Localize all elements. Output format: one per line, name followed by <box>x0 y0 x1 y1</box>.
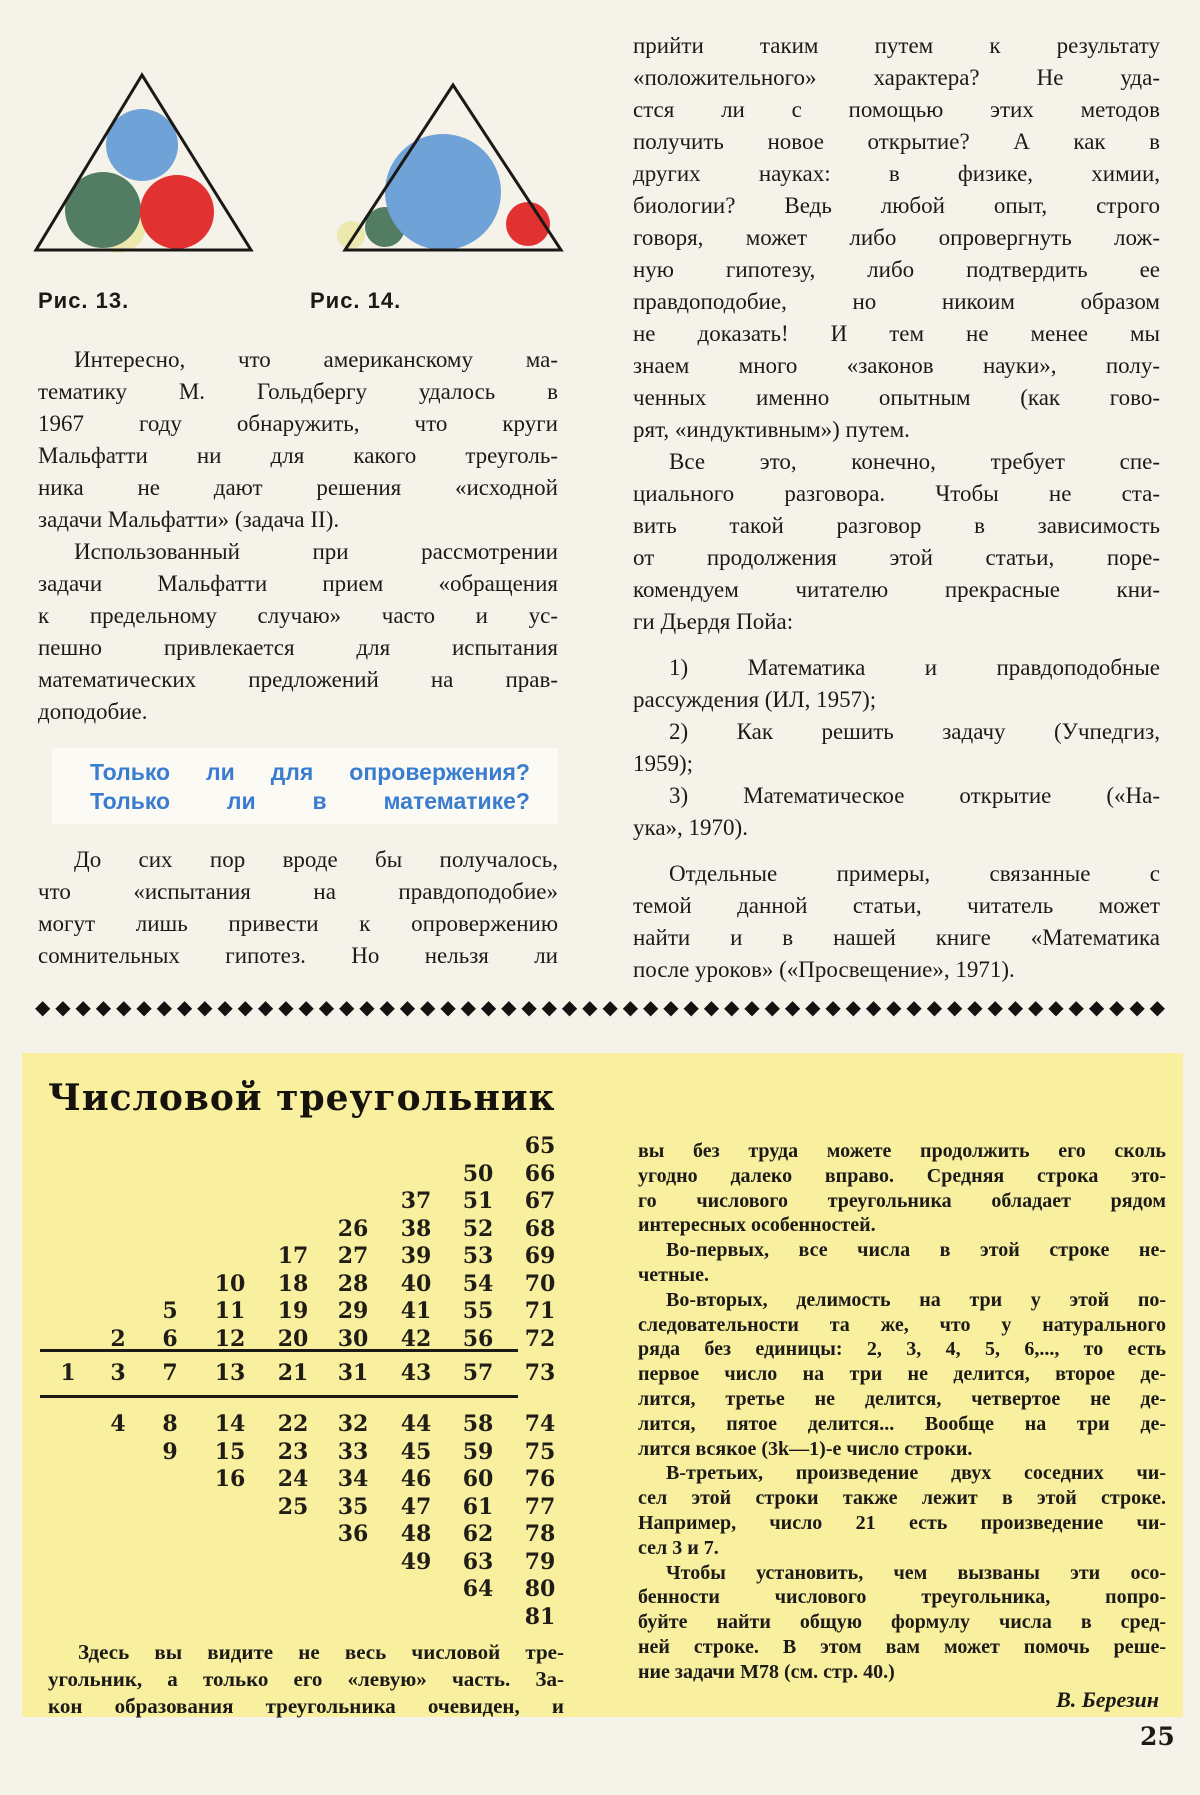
paragraph <box>638 1238 1166 1288</box>
triangle-number: 77 <box>524 1493 556 1520</box>
paragraph <box>633 780 1160 844</box>
text-line: стся ли с помощью этих методов <box>633 97 1160 122</box>
triangle-number: 69 <box>524 1243 556 1269</box>
triangle-number: 50 <box>462 1160 494 1187</box>
text-line: 3) Математическое открытие («На- <box>669 783 1160 808</box>
diamond-icon: ◆ <box>237 997 254 1019</box>
text-line: не доказать! И тем не менее мы <box>633 321 1160 346</box>
triangle-number: 26 <box>337 1215 369 1242</box>
paragraph <box>633 716 1160 780</box>
triangle-number: 74 <box>524 1411 556 1437</box>
feature-box-left-text <box>48 1639 564 1720</box>
text-line: ряда без единицы: 2, 3, 4, 5, 6,..., то есть <box>638 1338 1166 1361</box>
triangle-number: 44 <box>400 1411 432 1437</box>
diamond-icon: ◆ <box>1088 997 1105 1019</box>
triangle-number: 32 <box>337 1411 369 1437</box>
triangle-number: 31 <box>337 1360 369 1386</box>
text-line: буйте найти общую формулу числа в сред- <box>638 1611 1166 1634</box>
paragraph <box>38 844 558 972</box>
diamond-icon: ◆ <box>724 997 740 1019</box>
triangle-number: 49 <box>400 1548 432 1575</box>
triangle-number: 41 <box>400 1298 432 1324</box>
triangle-number: 79 <box>524 1548 556 1575</box>
triangle-number: 2 <box>110 1325 126 1352</box>
triangle-number: 8 <box>162 1411 178 1437</box>
text-line: ука», 1970). <box>633 815 748 840</box>
text-line: говоря, может либо опровергнуть лож- <box>633 225 1160 250</box>
triangle-number: 15 <box>214 1438 246 1465</box>
section-heading-band <box>52 748 558 824</box>
text-line: доподобие. <box>38 699 148 724</box>
text-line: го числового треугольника обладает рядом <box>638 1189 1166 1212</box>
feature-box <box>22 1053 1183 1717</box>
paragraph <box>38 344 558 536</box>
triangle-number: 67 <box>524 1188 556 1214</box>
diamond-icon: ◆ <box>886 997 902 1019</box>
triangle-number: 51 <box>462 1188 494 1214</box>
text-line: задачи Мальфатти» (задача II). <box>38 507 340 532</box>
triangle-number: 71 <box>524 1298 556 1324</box>
diamond-icon: ◆ <box>987 997 1003 1019</box>
text-line: сел 3 и 7. <box>638 1536 719 1559</box>
diamond-icon: ◆ <box>420 997 436 1019</box>
text-line: ченных именно опытным (как гово- <box>633 385 1160 410</box>
text-line: лится, пятое делится... Вообще на три де- <box>638 1412 1166 1435</box>
author-signature: В. Березин <box>1056 1687 1159 1712</box>
text-line: ги Дьердя Пойа: <box>633 609 794 634</box>
text-line: тематику М. Гольдбергу удалось в <box>38 379 558 404</box>
malfatti-figure-13 <box>30 57 270 257</box>
triangle-number: 62 <box>462 1521 494 1547</box>
triangle-number: 36 <box>337 1521 369 1547</box>
diamond-icon: ◆ <box>136 997 152 1019</box>
triangle-number: 11 <box>214 1298 246 1324</box>
triangle-number: 42 <box>400 1325 432 1352</box>
diamond-icon: ◆ <box>217 997 233 1019</box>
diamond-icon: ◆ <box>784 997 801 1019</box>
triangle-number: 25 <box>277 1493 309 1520</box>
diamond-icon: ◆ <box>278 997 294 1019</box>
text-line: вы без труда можете продолжить его сколь <box>638 1140 1166 1162</box>
diamond-icon: ◆ <box>379 997 395 1019</box>
diamond-icon: ◆ <box>744 997 760 1019</box>
diamond-icon: ◆ <box>642 997 659 1019</box>
diamond-icon: ◆ <box>156 997 172 1019</box>
triangle-number: 47 <box>400 1493 432 1520</box>
page-number: 25 <box>1140 1722 1175 1751</box>
section-heading-line: Только ли в математике? <box>90 788 530 814</box>
diamond-icon: ◆ <box>561 997 578 1019</box>
diamond-icon: ◆ <box>298 997 314 1019</box>
diamond-icon: ◆ <box>703 997 720 1019</box>
left-column-paragraphs-top <box>38 344 558 728</box>
diamond-icon: ◆ <box>805 997 821 1019</box>
triangle-number: 12 <box>214 1325 246 1352</box>
text-line: темой данной статьи, читатель может <box>633 893 1160 918</box>
triangle-number: 39 <box>400 1243 432 1269</box>
text-line: кон образования треугольника очевиден, и <box>48 1694 564 1718</box>
diamond-icon: ◆ <box>55 997 71 1019</box>
text-line: к предельному случаю» часто и ус- <box>38 603 558 628</box>
text-line: интересных особенностей. <box>638 1214 876 1237</box>
text-line: пешно привлекается для испытания <box>38 635 558 660</box>
triangle-number: 17 <box>277 1243 309 1269</box>
text-line: биологии? Ведь любой опыт, строго <box>633 193 1160 218</box>
text-line: лится всякое (3k—1)-е число строки. <box>638 1437 973 1460</box>
text-line: 1967 году обнаружить, что круги <box>38 411 558 436</box>
text-line: ние задачи М78 (см. стр. 40.) <box>638 1660 895 1683</box>
text-line: от продолжения этой статьи, поре- <box>633 545 1160 570</box>
text-line: бенности числового треугольника, попро- <box>638 1586 1166 1609</box>
paragraph <box>633 652 1160 716</box>
paragraph <box>633 858 1160 986</box>
triangle-number: 63 <box>462 1548 494 1575</box>
triangle-number: 10 <box>214 1270 246 1297</box>
triangle-lower-rule <box>40 1395 518 1398</box>
text-line: Все это, конечно, требует спе- <box>669 449 1160 474</box>
text-line: сомнительных гипотез. Но нельзя ли <box>38 943 558 968</box>
triangle-number: 7 <box>162 1360 178 1386</box>
triangle-number: 68 <box>524 1215 556 1242</box>
text-line: циального разговора. Чтобы не ста- <box>633 481 1160 506</box>
diamond-icon: ◆ <box>75 997 91 1019</box>
right-column-paragraphs <box>633 30 1160 986</box>
diamond-icon: ◆ <box>521 997 537 1019</box>
text-line: сел этой строки также лежит в этой строке. <box>638 1487 1166 1510</box>
text-line: ней строке. В этом вам может помочь реше- <box>638 1635 1166 1658</box>
triangle-number: 75 <box>524 1438 556 1465</box>
red-circle <box>140 175 214 249</box>
text-line: Во-первых, все числа в этой строке не- <box>666 1239 1166 1262</box>
text-line: найти и в нашей книге «Математика <box>633 925 1160 950</box>
triangle-number: 35 <box>337 1493 369 1520</box>
diamond-icon: ◆ <box>622 997 639 1019</box>
paragraph <box>638 1561 1166 1685</box>
triangle-number: 14 <box>214 1411 246 1437</box>
diamond-divider <box>35 998 1165 1018</box>
diamond-icon: ◆ <box>967 997 983 1019</box>
triangle-number: 58 <box>462 1411 494 1437</box>
diamond-icon: ◆ <box>1048 997 1064 1019</box>
blue-circle <box>385 134 501 250</box>
triangle-number: 43 <box>400 1360 432 1386</box>
text-line: математических предложений на прав- <box>38 667 558 692</box>
triangle-number: 34 <box>337 1466 369 1492</box>
diamond-icon: ◆ <box>845 997 862 1019</box>
figure-14-caption: Рис. 14. <box>310 288 402 313</box>
triangle-number: 29 <box>337 1298 369 1324</box>
text-line: вить такой разговор в зависимость <box>633 513 1160 538</box>
text-line: задачи Мальфатти прием «обращения <box>38 571 558 596</box>
triangle-number: 66 <box>524 1160 556 1187</box>
triangle-number: 1 <box>60 1360 76 1386</box>
diamond-icon: ◆ <box>257 997 274 1019</box>
triangle-number: 59 <box>462 1438 494 1465</box>
diamond-icon: ◆ <box>663 997 679 1019</box>
triangle-number: 60 <box>462 1466 494 1492</box>
text-line: Мальфатти ни для какого треуголь- <box>38 443 558 468</box>
triangle-number: 6 <box>162 1325 178 1352</box>
text-line: Отдельные примеры, связанные с <box>669 861 1160 886</box>
diamond-icon: ◆ <box>541 997 558 1019</box>
triangle-number: 73 <box>524 1360 556 1386</box>
triangle-number: 9 <box>162 1438 178 1465</box>
triangle-number: 4 <box>110 1411 126 1437</box>
diamond-icon: ◆ <box>460 997 476 1019</box>
diamond-icon: ◆ <box>764 997 780 1019</box>
triangle-number: 24 <box>277 1466 309 1492</box>
text-line: четные. <box>638 1263 709 1286</box>
diamond-icon: ◆ <box>440 997 456 1019</box>
diamond-icon: ◆ <box>906 997 922 1019</box>
triangle-number: 40 <box>400 1270 432 1297</box>
text-line: 2) Как решить задачу (Учпедгиз, <box>669 719 1160 744</box>
diamond-icon: ◆ <box>1028 997 1044 1019</box>
diamond-icon: ◆ <box>602 997 618 1019</box>
diamond-icon: ◆ <box>582 997 598 1019</box>
feature-box-title: Числовой треугольник <box>48 1077 556 1119</box>
triangle-number: 48 <box>400 1521 432 1547</box>
diamond-icon: ◆ <box>865 997 882 1019</box>
triangle-number: 21 <box>277 1360 309 1386</box>
triangle-number: 23 <box>277 1438 309 1465</box>
triangle-number: 57 <box>462 1360 494 1386</box>
diamond-icon: ◆ <box>116 997 132 1019</box>
article-right-column <box>633 30 1160 986</box>
diamond-icon: ◆ <box>1068 997 1084 1019</box>
text-line: могут лишь привести к опровержению <box>38 911 558 936</box>
diamond-icon: ◆ <box>176 997 193 1019</box>
text-line: «положительного» характера? Не уда- <box>633 65 1160 90</box>
text-line: получить новое открытие? А как в <box>633 129 1160 154</box>
triangle-number: 76 <box>524 1466 556 1492</box>
figure-13-caption: Рис. 13. <box>38 288 130 313</box>
text-line: Здесь вы видите не весь числовой тре- <box>78 1640 564 1664</box>
triangle-number: 5 <box>162 1298 178 1324</box>
text-line: 1) Математика и правдоподобные <box>669 655 1160 680</box>
number-triangle <box>40 1123 560 1683</box>
diamond-icon: ◆ <box>1149 997 1165 1019</box>
triangle-number: 30 <box>337 1325 369 1352</box>
text-line: комендуем читателю прекрасные кни- <box>633 577 1160 602</box>
diamond-icon: ◆ <box>338 997 355 1019</box>
text-line: знаем много «законов науки», полу- <box>633 353 1160 378</box>
text-line: следовательности та же, что у натурального <box>638 1313 1166 1336</box>
paragraph <box>638 1461 1166 1560</box>
triangle-number: 52 <box>462 1215 494 1242</box>
text-line: Чтобы установить, чем вызваны эти осо- <box>666 1561 1166 1584</box>
diamond-icon: ◆ <box>35 997 51 1019</box>
diamond-icon: ◆ <box>197 997 213 1019</box>
text-line: рят, «индуктивным») путем. <box>633 417 910 442</box>
triangle-number: 27 <box>337 1243 369 1269</box>
text-line: 1959); <box>633 751 694 776</box>
triangle-number: 37 <box>400 1188 432 1214</box>
triangle-number: 19 <box>277 1298 309 1324</box>
triangle-number: 54 <box>462 1270 494 1297</box>
paragraph <box>633 30 1160 446</box>
text-line: угодно далеко вправо. Средняя строка это- <box>638 1164 1166 1187</box>
blue-circle <box>106 109 178 181</box>
triangle-number: 61 <box>462 1493 494 1520</box>
text-line: первое число на три не делится, второе де- <box>638 1363 1166 1386</box>
triangle-number: 22 <box>277 1411 309 1437</box>
paragraph <box>638 1139 1166 1238</box>
triangle-number: 46 <box>400 1466 432 1492</box>
article-left-column <box>38 344 558 972</box>
text-line: прийти таким путем к результату <box>633 33 1160 58</box>
triangle-number: 16 <box>214 1466 246 1492</box>
malfatti-figure-14 <box>295 57 575 257</box>
triangle-number: 3 <box>110 1360 126 1386</box>
text-line: других науках: в физике, химии, <box>633 161 1160 186</box>
paragraph <box>633 446 1160 638</box>
diamond-icon: ◆ <box>501 997 517 1019</box>
paragraph <box>638 1288 1166 1462</box>
diamond-icon: ◆ <box>1007 997 1024 1019</box>
triangle-number: 28 <box>337 1270 369 1297</box>
text-line: после уроков» («Просвещение», 1971). <box>633 957 1015 982</box>
triangle-number: 56 <box>462 1325 494 1352</box>
feature-box-right-text <box>638 1139 1166 1685</box>
diamond-icon: ◆ <box>359 997 375 1019</box>
triangle-number: 38 <box>400 1215 432 1242</box>
diamond-icon: ◆ <box>399 997 416 1019</box>
diamond-icon: ◆ <box>1129 997 1145 1019</box>
text-line: рассуждения (ИЛ, 1957); <box>633 687 877 712</box>
diamond-icon: ◆ <box>946 997 963 1019</box>
text-line: лится, третье не делится, четвертое не де- <box>638 1387 1166 1410</box>
triangle-number: 18 <box>277 1270 309 1297</box>
text-line: ника не дают решения «исходной <box>38 475 558 500</box>
diamond-icon: ◆ <box>683 997 699 1019</box>
triangle-number: 70 <box>524 1270 556 1297</box>
paragraph <box>38 536 558 728</box>
triangle-number: 65 <box>524 1133 556 1159</box>
text-line: что «испытания на правдоподобие» <box>38 879 558 904</box>
triangle-number: 81 <box>524 1603 556 1630</box>
text-line: В-третьих, произведение двух соседних чи- <box>666 1462 1166 1485</box>
diamond-icon: ◆ <box>480 997 497 1019</box>
triangle-number: 72 <box>524 1325 556 1352</box>
triangle-number: 13 <box>214 1360 246 1386</box>
text-line: Например, число 21 есть произведение чи- <box>638 1511 1166 1534</box>
triangle-number: 20 <box>277 1325 309 1352</box>
diamond-icon: ◆ <box>1109 997 1125 1019</box>
triangle-number: 64 <box>462 1576 494 1602</box>
triangle-number: 78 <box>524 1521 556 1547</box>
diamond-icon: ◆ <box>318 997 335 1019</box>
text-line: Интересно, что американскому ма- <box>74 347 558 372</box>
paragraph <box>48 1639 564 1720</box>
triangle-number: 45 <box>400 1438 432 1465</box>
text-line: До сих пор вроде бы получалось, <box>74 847 558 872</box>
text-line: угольник, а только его «левую» часть. За- <box>48 1667 564 1691</box>
text-line: Использованный при рассмотрении <box>74 539 558 564</box>
left-column-paragraphs-bottom <box>38 844 558 972</box>
diamond-icon: ◆ <box>825 997 841 1019</box>
triangle-number: 55 <box>462 1298 494 1324</box>
triangle-number: 53 <box>462 1243 494 1269</box>
triangle-number: 33 <box>337 1438 369 1465</box>
text-line: правдоподобие, но никоим образом <box>633 289 1160 314</box>
diamond-icon: ◆ <box>926 997 943 1019</box>
section-heading-line: Только ли для опровержения? <box>90 759 530 785</box>
triangle-number: 80 <box>524 1576 556 1602</box>
diamond-icon: ◆ <box>95 997 112 1019</box>
text-line: Во-вторых, делимость на три у этой по- <box>666 1288 1166 1311</box>
text-line: ную гипотезу, либо подтвердить ее <box>633 257 1160 282</box>
